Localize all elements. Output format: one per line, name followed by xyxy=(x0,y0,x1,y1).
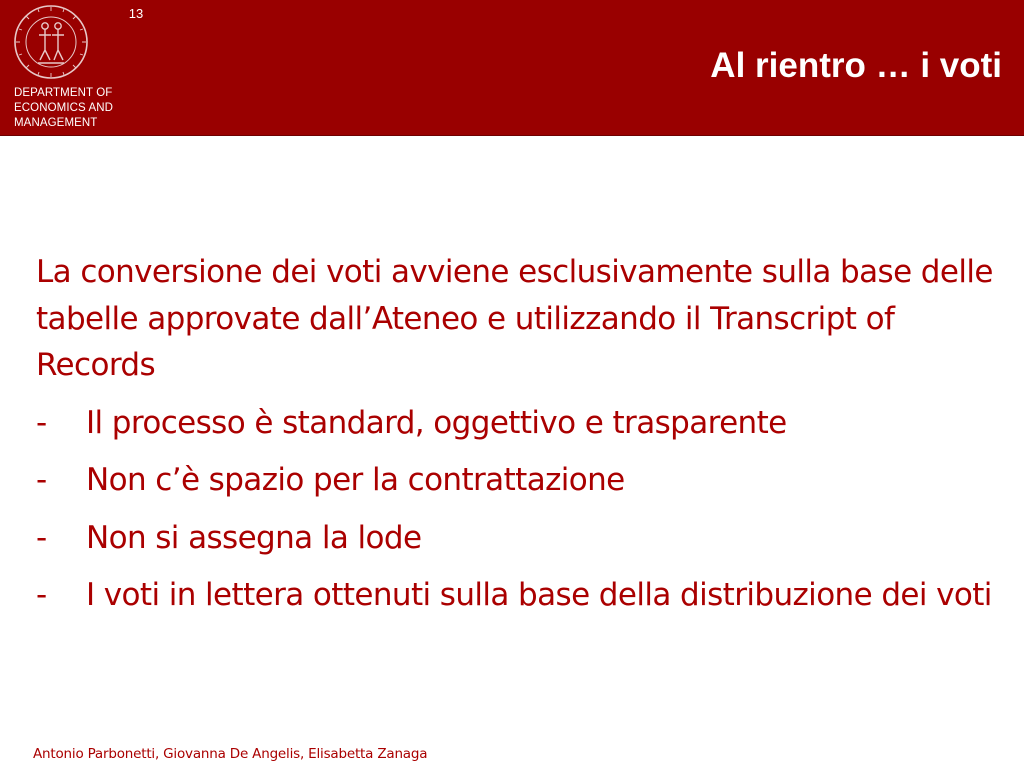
department-label-line: ECONOMICS AND xyxy=(14,102,114,114)
list-item xyxy=(36,515,1006,562)
slide-number: 13 xyxy=(128,6,144,21)
bullet-text: I voti in lettera ottenuti sulla base della distribuzione dei voti xyxy=(86,577,992,613)
bullet-marker: - xyxy=(36,577,47,613)
footer-authors: Antonio Parbonetti, Giovanna De Angelis, Elisabetta Zanaga xyxy=(33,746,428,762)
bullet-marker: - xyxy=(36,519,47,556)
list-item xyxy=(36,572,1006,619)
bullet-marker: - xyxy=(36,404,47,441)
bullet-marker: - xyxy=(36,462,47,498)
slide-title: Al rientro … i voti xyxy=(710,46,1002,85)
department-label-line: DEPARTMENT OF xyxy=(14,87,113,99)
department-label-line: MANAGEMENT xyxy=(14,117,98,129)
department-label xyxy=(14,86,113,131)
list-item xyxy=(36,400,1006,447)
header-band xyxy=(0,0,1024,136)
bullet-text: Non c’è spazio per la contrattazione xyxy=(86,462,625,498)
slide-body xyxy=(36,249,1006,630)
bullet-text: Il processo è standard, oggettivo e trasparente xyxy=(86,404,787,441)
bullet-list xyxy=(36,400,1006,619)
university-seal-icon xyxy=(8,2,94,82)
list-item xyxy=(36,457,1006,504)
intro-paragraph: La conversione dei voti avviene esclusivamente sulla base delle tabelle approvate dall’Ateneo e utilizzando il Transcript of Records xyxy=(36,254,993,383)
bullet-text: Non si assegna la lode xyxy=(86,519,422,556)
